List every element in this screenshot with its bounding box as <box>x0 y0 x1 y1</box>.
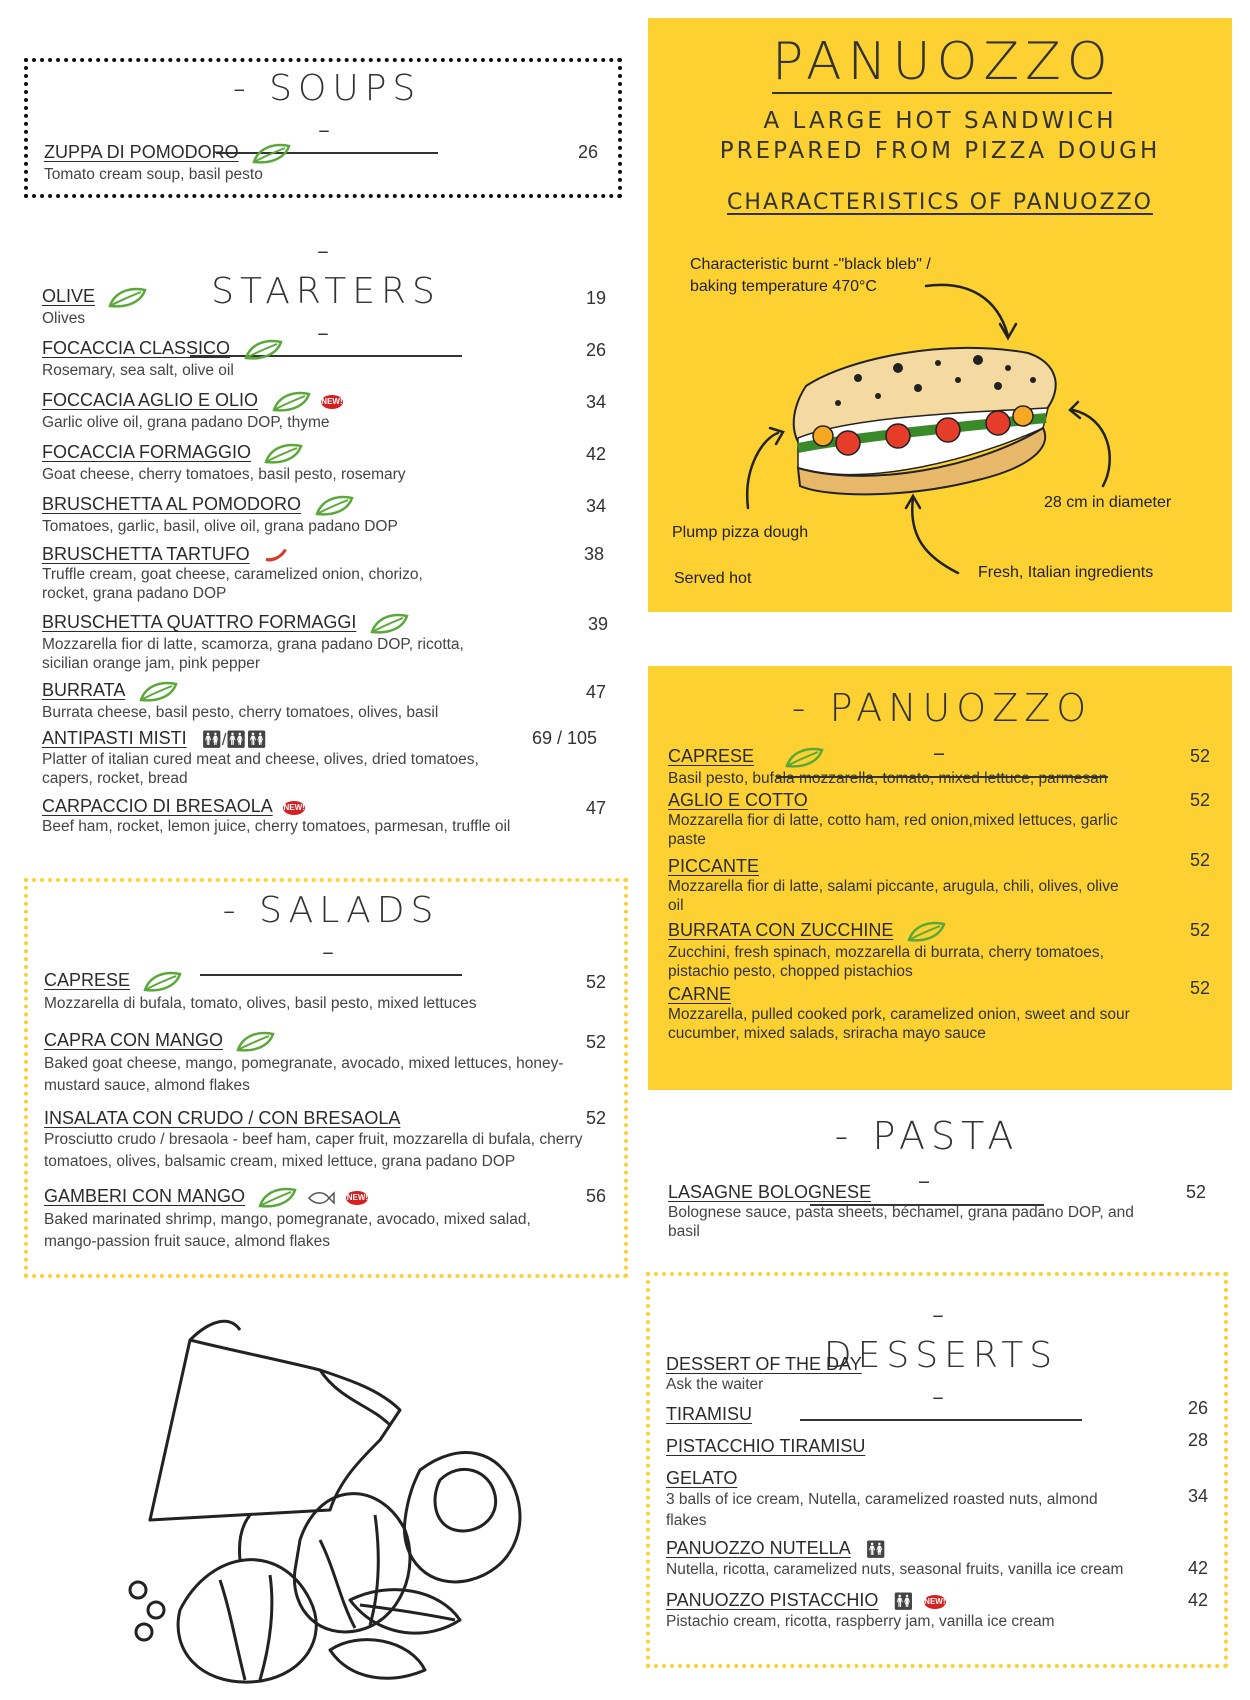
item-name: BURRATA <box>42 680 126 700</box>
annotation-temperature: baking temperature 470°C <box>690 278 877 295</box>
menu-item <box>666 1354 1216 1394</box>
menu-item <box>42 286 612 328</box>
item-name: OLIVE <box>42 286 96 306</box>
item-price: 52 <box>1190 746 1211 766</box>
item-name: BRUSCHETTA QUATTRO FORMAGGI <box>42 612 357 632</box>
item-price: 39 <box>588 614 609 634</box>
item-price: 19 <box>586 288 607 308</box>
vegetarian-leaf-icon <box>235 1031 275 1053</box>
promo-characteristics: CHARACTERISTICS OF PANUOZZO <box>727 190 1153 215</box>
item-price: 52 <box>1190 978 1211 998</box>
menu-item <box>44 142 604 184</box>
promo-title: PANUOZZO <box>772 32 1114 92</box>
menu-item <box>42 442 612 484</box>
panuozzo-menu-panel <box>648 666 1232 1090</box>
menu-item <box>668 790 1218 849</box>
item-price: 47 <box>586 682 607 702</box>
item-price: 34 <box>1188 1486 1209 1506</box>
item-price: 56 <box>586 1186 607 1206</box>
menu-item <box>42 544 612 603</box>
item-description: 3 balls of ice cream, Nutella, caramelized roasted nuts, almond flakes <box>666 1491 1098 1529</box>
item-price: 26 <box>586 340 607 360</box>
item-price: 28 <box>1188 1430 1209 1450</box>
item-price: 52 <box>586 972 607 992</box>
soups-section <box>24 58 622 198</box>
menu-item <box>42 390 612 432</box>
item-description: Nutella, ricotta, caramelized nuts, seasonal fruits, vanilla ice cream <box>666 1560 1124 1578</box>
menu-item <box>44 1030 614 1097</box>
item-price: 52 <box>586 1108 607 1128</box>
item-price: 42 <box>1188 1558 1209 1578</box>
item-price: 42 <box>1188 1590 1209 1610</box>
item-name: ANTIPASTI MISTI <box>42 728 187 748</box>
panuozzo-heading: - PANUOZZO - <box>776 686 1108 778</box>
item-description: Mozzarella di bufala, tomato, olives, basil pesto, mixed lettuces <box>44 994 477 1012</box>
item-description: Mozzarella fior di latte, salami piccante, arugula, chili, olives, olive oil <box>668 878 1119 914</box>
item-description: Garlic olive oil, grana padano DOP, thyme <box>42 413 330 431</box>
menu-item <box>666 1538 1216 1579</box>
promo-subtitle-2: PREPARED FROM PIZZA DOUGH <box>719 138 1161 164</box>
vegetarian-leaf-icon <box>257 1187 297 1209</box>
item-description: Goat cheese, cherry tomatoes, basil pesto, rosemary <box>42 465 406 483</box>
item-description: Mozzarella fior di latte, scamorza, grana padano DOP, ricotta, sicilian orange jam, pink pepper <box>42 635 464 672</box>
item-name: GAMBERI CON MANGO <box>44 1186 246 1206</box>
item-description: Basil pesto, bufala mozzarella, tomato, mixed lettuce, parmesan <box>668 769 1108 787</box>
soups-heading: - SOUPS - <box>216 68 438 154</box>
item-description: Baked goat cheese, mango, pomegranate, avocado, mixed lettuces, honey-mustard sauce, almond flakes <box>44 1054 564 1094</box>
menu-item <box>668 1182 1218 1241</box>
item-name: PISTACCHIO TIRAMISU <box>666 1436 866 1456</box>
promo-subtitle-1: A LARGE HOT SANDWICH <box>763 108 1117 134</box>
salads-section <box>24 878 628 1278</box>
item-price: 52 <box>1190 790 1211 810</box>
item-price: 52 <box>1190 850 1211 870</box>
menu-item <box>42 494 612 536</box>
menu-item <box>666 1430 1216 1457</box>
item-description: Baked marinated shrimp, mango, pomegranate, avocado, mixed salad, mango-passion fruit sauce, almond flakes <box>44 1210 531 1250</box>
item-price: 52 <box>1190 920 1211 940</box>
vegetarian-leaf-icon <box>138 681 178 703</box>
item-name: CAPRESE <box>44 970 131 990</box>
spicy-chili-icon <box>262 547 290 565</box>
item-description: Mozzarella fior di latte, cotto ham, red onion,mixed lettuces, garlic paste <box>668 812 1118 848</box>
item-price: 26 <box>1188 1398 1209 1418</box>
item-description: Tomatoes, garlic, basil, olive oil, grana padano DOP <box>42 517 398 535</box>
item-price: 47 <box>586 798 607 818</box>
item-name: GELATO <box>666 1468 738 1488</box>
vegetarian-leaf-icon <box>243 339 283 361</box>
garlic-cheese-illustration <box>120 1310 540 1690</box>
annotation-served-hot: Served hot <box>674 570 752 587</box>
salads-heading: - SALADS - <box>200 890 462 976</box>
item-name: TIRAMISU <box>666 1404 753 1424</box>
item-price: 38 <box>584 544 605 564</box>
menu-item <box>666 1590 1216 1631</box>
item-price: 52 <box>586 1032 607 1052</box>
item-name: PANUOZZO PISTACCHIO <box>666 1590 879 1610</box>
item-name: BRUSCHETTA AL POMODORO <box>42 494 302 514</box>
sharing-people-icon: 🚻︎ <box>892 1591 914 1611</box>
vegetarian-leaf-icon <box>271 391 311 413</box>
panuozzo-promo-panel <box>648 18 1232 612</box>
annotation-burnt: Characteristic burnt -"black bleb" / <box>690 256 931 273</box>
annotation-dough: Plump pizza dough <box>672 524 809 541</box>
menu-item <box>42 796 612 836</box>
item-name: PICCANTE <box>668 856 760 876</box>
item-description: Burrata cheese, basil pesto, cherry tomatoes, olives, basil <box>42 703 439 721</box>
menu-item <box>42 612 612 673</box>
menu-item <box>44 970 614 1015</box>
pasta-heading: - PASTA - <box>810 1114 1044 1206</box>
fish-icon <box>306 1189 336 1207</box>
item-description: Ask the waiter <box>666 1376 764 1393</box>
vegetarian-leaf-icon <box>142 971 182 993</box>
item-name: CAPRESE <box>668 746 755 766</box>
item-name: CARPACCIO DI BRESAOLA <box>42 796 273 816</box>
sharing-people-icon: 🚻︎/🚻︎🚻︎ <box>201 729 267 749</box>
item-price: 52 <box>1186 1182 1207 1202</box>
item-description: Pistachio cream, ricotta, raspberry jam, vanilla ice cream <box>666 1612 1055 1630</box>
item-price: 26 <box>578 142 599 162</box>
vegetarian-leaf-icon <box>107 287 147 309</box>
item-name: FOCCACIA AGLIO E OLIO <box>42 390 259 410</box>
item-name: FOCACCIA CLASSICO <box>42 338 231 358</box>
vegetarian-leaf-icon <box>251 143 291 165</box>
new-badge-icon: NEW! <box>283 801 305 815</box>
item-description: Rosemary, sea salt, olive oil <box>42 361 234 379</box>
item-description: Mozzarella, pulled cooked pork, caramelized onion, sweet and sour cucumber, mixed salads, sriracha mayo sauce <box>668 1006 1130 1042</box>
item-description: Olives <box>42 309 86 327</box>
item-name: AGLIO E COTTO <box>668 790 808 810</box>
new-badge-icon: NEW! <box>321 395 343 409</box>
menu-item <box>668 978 1218 1043</box>
item-name: FOCACCIA FORMAGGIO <box>42 442 252 462</box>
menu-item <box>666 1398 1216 1425</box>
menu-item <box>42 728 612 788</box>
item-name: CAPRA CON MANGO <box>44 1030 224 1050</box>
item-name: PANUOZZO NUTELLA <box>666 1538 851 1558</box>
new-badge-icon: NEW! <box>346 1191 368 1205</box>
menu-item <box>668 850 1218 915</box>
vegetarian-leaf-icon <box>369 613 409 635</box>
item-name: LASAGNE BOLOGNESE <box>668 1182 872 1202</box>
item-price: 42 <box>586 444 607 464</box>
item-name: BRUSCHETTA TARTUFO <box>42 544 250 564</box>
item-name: DESSERT OF THE DAY <box>666 1354 862 1374</box>
desserts-section <box>646 1272 1228 1668</box>
desserts-heading: - DESSERTS - <box>800 1294 1082 1421</box>
item-name: BURRATA CON ZUCCHINE <box>668 920 894 940</box>
item-description: Beef ham, rocket, lemon juice, cherry tomatoes, parmesan, truffle oil <box>42 818 511 835</box>
item-name: CARNE <box>668 984 732 1004</box>
menu-item <box>668 920 1218 981</box>
vegetarian-leaf-icon <box>314 495 354 517</box>
menu-item <box>44 1108 614 1173</box>
menu-item <box>42 680 612 722</box>
item-name: ZUPPA DI POMODORO <box>44 142 239 162</box>
vegetarian-leaf-icon <box>906 921 946 943</box>
starters-heading: - STARTERS - <box>190 230 462 357</box>
vegetarian-leaf-icon <box>263 443 303 465</box>
item-description: Truffle cream, goat cheese, caramelized onion, chorizo, rocket, grana padano DOP <box>42 566 423 602</box>
item-description: Zucchini, fresh spinach, mozzarella di burrata, cherry tomatoes, pistachio pesto, chopped pistachios <box>668 943 1104 980</box>
new-badge-icon: NEW! <box>924 1595 946 1609</box>
menu-item <box>668 746 1218 788</box>
vegetarian-leaf-icon <box>784 747 824 769</box>
item-price: 34 <box>586 392 607 412</box>
menu-item <box>44 1186 614 1253</box>
item-price: 34 <box>586 496 607 516</box>
annotation-diameter: 28 cm in diameter <box>1044 494 1172 511</box>
item-description: Prosciutto crudo / bresaola - beef ham, caper fruit, mozzarella di bufala, cherry tomatoes, olives, balsamic cream, mixed lettuce, grana padano DOP <box>44 1131 583 1170</box>
item-description: Bolognese sauce, pasta sheets, béchamel, grana padano DOP, and basil <box>668 1204 1134 1240</box>
sharing-people-icon: 🚻︎ <box>865 1539 886 1559</box>
item-price: 69 / 105 <box>532 728 598 748</box>
item-description: Platter of italian cured meat and cheese, olives, dried tomatoes, capers, rocket, bread <box>42 750 479 787</box>
annotation-fresh: Fresh, Italian ingredients <box>978 564 1154 581</box>
panuozzo-sandwich-illustration <box>648 18 1232 612</box>
menu-item <box>666 1468 1216 1531</box>
item-description: Tomato cream soup, basil pesto <box>44 165 263 183</box>
item-name: INSALATA CON CRUDO / CON BRESAOLA <box>44 1108 401 1128</box>
menu-item <box>42 338 612 380</box>
